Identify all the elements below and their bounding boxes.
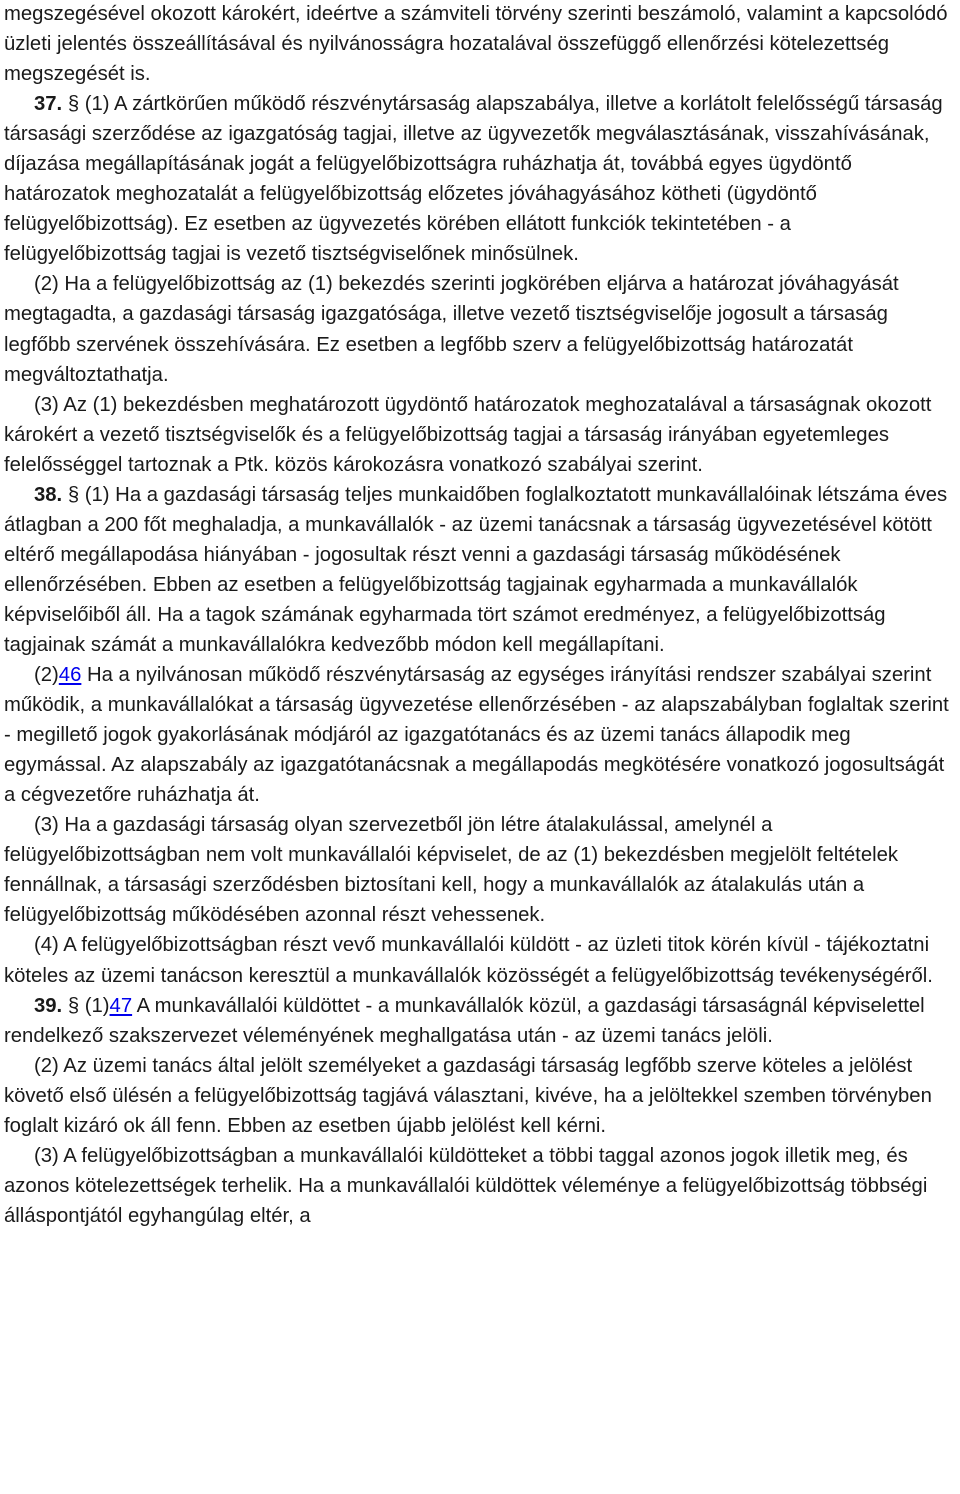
paragraph: [4, 810, 956, 930]
paragraph-text: (1) A zártkörűen működő részvénytársaság alapszabálya, illetve a korlátolt felelősségű társaság társasági szerződése az igazgatóság tagjai, illetve az ügyvezetők megválasztásának, visszahívásának, díjazása megállapításának jogát a felügyelőbizottságra ruházhatja át, továbbá egyes ügydöntő határozatok meghozatalát a felügyelőbizottság előzetes jóváhagyásához kötheti (ügydöntő felügyelőbizottság). Ez esetben az ügyvezetés körében ellátott funkciók tekintetében - a felügyelőbizottság tagjai is vezető tisztségviselőnek minősülnek.: [4, 93, 943, 266]
paragraph: [4, 480, 956, 660]
paragraph-text: Ha a nyilvánosan működő részvénytársaság az egységes irányítási rendszer szabályai szerint működik, a munkavállalókat a társaság ügyvezetése ellenőrzésében - az alapszabályban foglaltak szerint - megillető jogok gyakorlásának módjáról az igazgatótanács és az üzemi tanács állapodik meg egymással. Az alapszabály az igazgatótanácsnak a megállapodás megkötésére vonatkozó jogosultságát a cégvezetőre ruházhatja át.: [4, 664, 949, 807]
paragraph: [4, 991, 956, 1051]
section-number: 37.: [34, 93, 63, 116]
paragraph: [4, 930, 956, 990]
section-sign: §: [67, 483, 80, 506]
section-sign: §: [67, 93, 80, 116]
paragraph-text: (2) Az üzemi tanács által jelölt személyeket a gazdasági társaság legfőbb szerve köteles a jelölést követő első ülésén a felügyelőbizottság tagjává választani, kivéve, ha a jelöltekkel szemben törvényben foglalt kizáró ok áll fenn. Ebben az esetben újabb jelölést kell kérni.: [4, 1054, 932, 1137]
footnote-link[interactable]: 47: [109, 994, 133, 1017]
footnote-link[interactable]: 46: [58, 664, 82, 687]
paragraph-text: megszegésével okozott károkért, ideértve a számviteli törvény szerinti beszámoló, valamint a kapcsolódó üzleti jelentés összeállításával és nyilvánosságra hozatalával összefüggő ellenőrzési kötelezettség megszegését is.: [4, 3, 948, 86]
paragraph: [4, 269, 956, 389]
paragraph: [4, 390, 956, 480]
paragraph-text: (1) Ha a gazdasági társaság teljes munkaidőben foglalkoztatott munkavállalóinak létszáma éves átlagban a 200 főt meghaladja, a munkavállalók - az üzemi tanácsnak a társaság ügyvezetésével kötött eltérő megállapodása hiányában - jogosultak részt venni a gazdasági társaság működésének ellenőrzésében. Ebben az esetben a felügyelőbizottság tagjainak egyharmada a munkavállalók képviselőiből áll. Ha a tagok számának egyharmada tört számot eredményez, a felügyelőbizottság tagjainak számát a munkavállalókra kedvezőbb módon kell megállapítani.: [4, 483, 948, 656]
paragraph: [4, 1141, 956, 1231]
paragraph-text: (1): [79, 994, 110, 1017]
paragraph-text: (3) A felügyelőbizottságban a munkavállalói küldötteket a többi taggal azonos jogok illetik meg, és azonos kötelezettségek terhelik. Ha a munkavállalói küldöttek véleménye a felügyelőbizottság többségi álláspontjától egyhangúlag eltér, a: [4, 1144, 928, 1227]
section-number: 39.: [34, 994, 63, 1017]
paragraph-text: (2) Ha a felügyelőbizottság az (1) bekezdés szerinti jogkörében eljárva a határozat jóváhagyását megtagadta, a gazdasági társaság igazgatósága, illetve vezető tisztségviselője jogosult a társaság legfőbb szervének összehívására. Ez esetben a legfőbb szerv a felügyelőbizottság határozatát megváltoztathatja.: [4, 273, 899, 386]
paragraph-text: A munkavállalói küldöttet - a munkavállalók közül, a gazdasági társaságnál képviselettel rendelkező szakszervezet véleményének meghallgatása után - az üzemi tanács jelöli.: [4, 994, 925, 1047]
paragraph-text: (2): [34, 664, 59, 687]
paragraph: [4, 0, 956, 89]
section-sign: §: [67, 994, 80, 1017]
section-number: 38.: [34, 483, 63, 506]
document-body: [4, 0, 956, 1231]
paragraph: [4, 660, 956, 810]
paragraph: [4, 89, 956, 269]
paragraph: [4, 1051, 956, 1141]
paragraph-text: (3) Az (1) bekezdésben meghatározott ügydöntő határozatok meghozatalával a társaságnak okozott károkért a vezető tisztségviselők és a felügyelőbizottság tagjai a társaság irányában egyetemleges felelősséggel tartoznak a Ptk. közös károkozásra vonatkozó szabályai szerint.: [4, 393, 932, 476]
paragraph-text: (3) Ha a gazdasági társaság olyan szervezetből jön létre átalakulással, amelynél a felügyelőbizottságban nem volt munkavállalói képviselet, de az (1) bekezdésben megjelölt feltételek fennállnak, a társasági szerződésben biztosítani kell, hogy a munkavállalók az átalakulás után a felügyelőbizottság működésében azonnal részt vehessenek.: [4, 814, 899, 927]
paragraph-text: (4) A felügyelőbizottságban részt vevő munkavállalói küldött - az üzleti titok körén kívül - tájékoztatni köteles az üzemi tanácson keresztül a munkavállalók közösségét a felügyelőbizottság tevékenységéről.: [4, 934, 933, 987]
